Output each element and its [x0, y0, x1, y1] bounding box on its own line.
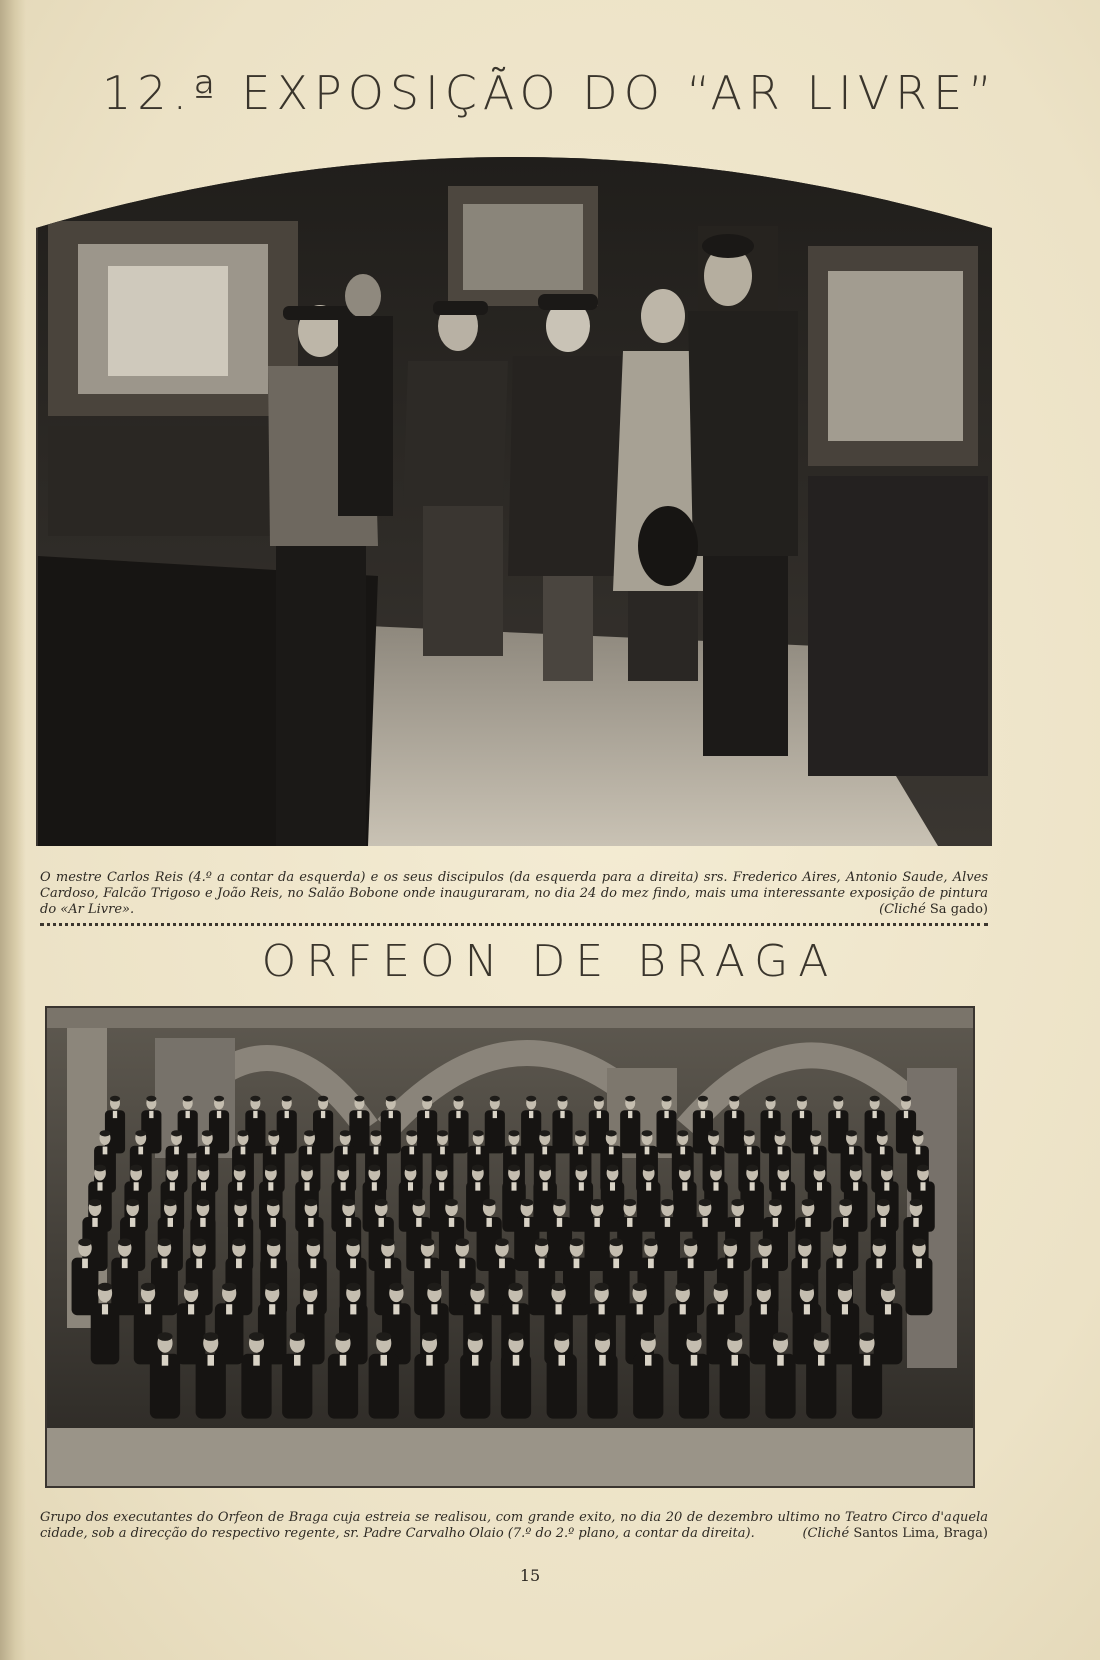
dotted-divider — [40, 923, 988, 926]
exhibition-caption-text: O mestre Carlos Reis (4.º a contar da esquerda) e os seus discipulos (da esquerda para a direita) srs. Frederico Aires, Antonio Saude, Alves Cardoso, Falcão Trigoso e João Reis, no Salão Bobone onde inauguraram, no dia 24 do mez findo, mais uma interessante exposição de pintura do «Ar Livre». — [40, 870, 988, 917]
credit-label: (Cliché — [879, 902, 926, 917]
page-binding-shadow — [0, 0, 26, 1660]
exhibition-photo — [36, 126, 996, 848]
exhibition-caption — [40, 870, 988, 918]
orfeon-photo-credit — [802, 1526, 988, 1542]
orfeon-caption — [40, 1510, 988, 1542]
credit-label: (Cliché — [802, 1526, 850, 1541]
exhibition-heading: 12.ª EXPOSIÇÃO DO “AR LIVRE” — [101, 66, 999, 120]
orfeon-caption-text: Grupo dos executantes do Orfeon de Braga cuja estreia se realisou, com grande exito, no dia 20 de dezembro ultimo no Teatro Circo d'aquela cidade, sob a direcção do respectivo regente, sr. Padre Carvalho Olaio (7.º do 2.º plano, a contar da direita). — [40, 1510, 988, 1541]
orfeon-group-photo — [45, 1006, 975, 1488]
credit-name: Sa gado) — [929, 902, 988, 917]
orfeon-heading: ORFEON DE BRAGA — [261, 936, 839, 987]
credit-name: Santos Lima, Braga) — [853, 1526, 988, 1541]
exhibition-photo-credit — [879, 902, 988, 918]
page-number: 15 — [519, 1566, 541, 1585]
